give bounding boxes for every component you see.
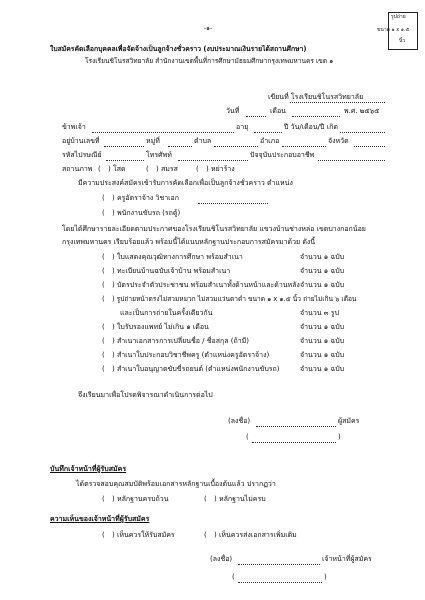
document-item: ) รูปถ่ายหน้าตรงไม่สวมหมวก ไม่สวมแว่นตาดำ ขนาด ๑ x ๑.๕ นิ้ว ถ่ายไม่เกิน ๖ เดือน — [112, 295, 357, 303]
document-qty: จำนวน ๑ ฉบับ — [300, 337, 345, 345]
amphoe-label: อำเภอ — [260, 137, 280, 145]
photo-box-line3: นิ้ว — [399, 38, 406, 44]
moo-field[interactable] — [168, 146, 192, 147]
age-field[interactable] — [254, 132, 282, 133]
form-title: ใบสมัครคัดเลือกบุคคลเพื่อจัดจ้างเป็นลูกจ้างชั่วคราว (งบประมาณเงินรายได้สถานศึกษา) — [50, 45, 307, 53]
postcode-field[interactable] — [106, 160, 144, 161]
paragraph-line2: กรุงเทพมหานคร เรียบร้อยแล้ว พร้อมนี้ได้แนบหลักฐานประกอบการสมัครมาด้วย ดังนี้ — [62, 238, 316, 246]
applicant-sign-prefix: (ลงชื่อ) — [228, 417, 251, 425]
closing-text: จึงเรียนมาเพื่อโปรดพิจารณาดำเนินการต่อไป — [78, 391, 213, 399]
birthdate-field[interactable] — [340, 132, 385, 133]
position-teacher-paren[interactable]: ( — [102, 194, 105, 202]
document-item: ) ใบแสดงคุณวุฒิทางการศึกษา พร้อมสำเนา — [112, 253, 243, 261]
address-label: อยู่บ้านเลขที่ — [62, 137, 100, 145]
applicant-sign-suffix: ผู้สมัคร — [338, 417, 360, 425]
occupation-field[interactable] — [318, 160, 385, 161]
document-qty: จำนวน ๑ ฉบับ — [300, 281, 345, 289]
occupation-label: ปัจจุบันประกอบอาชีพ — [250, 151, 315, 159]
document-qty: จำนวน ๑ ฉบับ — [300, 365, 345, 373]
date-day-label: วันที่ — [226, 107, 240, 115]
applicant-name-field[interactable] — [252, 442, 336, 443]
document-checkbox[interactable]: ( — [102, 295, 105, 303]
age-label: อายุ — [236, 123, 249, 131]
opt-more-paren[interactable]: ( — [204, 531, 207, 539]
applicant-paren-open: ( — [246, 433, 249, 441]
date-year-label: พ.ศ. ๒๕๖๕ — [344, 107, 380, 115]
document-checkbox[interactable]: ( — [102, 267, 105, 275]
paragraph-line1: โดยได้ศึกษารายละเอียดตามประกาศของโรงเรียนชิโนรสวิทยาลัย แขวงบ้านช่างหล่อ เขตบางกอกน้อย — [62, 225, 366, 233]
photo-box — [377, 12, 418, 50]
status-single-paren[interactable]: ( — [98, 165, 101, 173]
document-item: ) ใบรับรองแพทย์ ไม่เกิน ๑ เดือน — [112, 323, 209, 331]
status-married-option[interactable]: ) สมรส — [156, 165, 178, 173]
opt-complete-paren[interactable]: ( — [102, 495, 105, 503]
tambon-label: ตำบล — [194, 137, 212, 145]
document-item: ) บัตรประจำตัวประชาชน พร้อมสำเนาทั้งด้านหน้าและด้านหลัง — [112, 281, 300, 289]
position-teacher-option[interactable]: ) ครูอัตราจ้าง วิชาเอก — [112, 194, 179, 202]
document-item: ) ทะเบียนบ้านฉบับเจ้าบ้าน พร้อมสำเนา — [112, 267, 231, 275]
phone-field[interactable] — [178, 160, 248, 161]
date-month-label: เดือน — [270, 107, 286, 115]
written-at: เขียนที่ โรงเรียนชิโนรสวิทยาลัย — [268, 93, 364, 101]
officer-section-heading: บันทึกเจ้าหน้าที่ผู้รับสมัคร — [50, 465, 127, 473]
status-divorced-option[interactable]: ) หย่าร้าง — [206, 165, 235, 173]
name-label: ข้าพเจ้า — [62, 123, 86, 131]
document-checkbox[interactable]: ( — [102, 365, 105, 373]
province-label: จังหวัด — [328, 137, 349, 145]
document-checkbox[interactable]: ( — [102, 323, 105, 331]
officer-signature-field[interactable] — [238, 564, 320, 565]
officer-name-field[interactable] — [238, 582, 322, 583]
position-driver-option[interactable]: ) พนักงานขับรถ (รถตู้) — [112, 209, 181, 217]
document-qty: จำนวน ๑ ฉบับ — [300, 253, 345, 261]
officer-sign-suffix: เจ้าหน้าที่ผู้สมัคร — [322, 555, 372, 563]
document-checkbox[interactable]: ( — [102, 337, 105, 345]
postcode-label: รหัสไปรษณีย์ — [62, 151, 102, 159]
applicant-signature-field[interactable] — [256, 426, 336, 427]
document-qty: จำนวน ๓ รูป — [300, 309, 339, 317]
opt-more[interactable]: ) เห็นควรส่งเอกสารเพิ่มเติม — [214, 531, 297, 539]
page-number: -๑- — [204, 25, 213, 32]
document-item: ) สำเนาใบอนุญาตขับขี่รถยนต์ (ตำแหน่งพนักงานขับรถ) — [112, 365, 280, 373]
moo-label: หมู่ที่ — [146, 137, 160, 145]
name-field[interactable] — [92, 132, 234, 133]
officer-check-line: ได้ตรวจสอบคุณสมบัติพร้อมเอกสารหลักฐานเบื้องต้นแล้ว ปรากฏว่า — [76, 480, 276, 488]
house-no-field[interactable] — [104, 146, 144, 147]
opt-complete[interactable]: ) หลักฐานครบถ้วน — [112, 495, 169, 503]
document-item-continued: และเป็นการถ่ายในครั้งเดียวกัน — [120, 309, 213, 317]
document-qty: จำนวน ๑ ฉบับ — [300, 323, 345, 331]
opt-incomplete[interactable]: ) หลักฐานไม่ครบ — [214, 495, 266, 503]
opt-incomplete-paren[interactable]: ( — [204, 495, 207, 503]
teacher-subject-field[interactable] — [198, 203, 268, 204]
status-divorced-paren[interactable]: ( — [196, 165, 199, 173]
amphoe-field[interactable] — [282, 146, 326, 147]
photo-box-line2: ขนาด ๑ x ๑.๕ — [377, 27, 410, 33]
document-qty: จำนวน ๑ ฉบับ — [300, 267, 345, 275]
document-qty: จำนวน ๑ ฉบับ — [300, 351, 345, 359]
status-label: สถานภาพ — [62, 165, 93, 173]
officer-sign-prefix: (ลงชื่อ) — [210, 555, 233, 563]
document-item: ) สำเนาใบประกอบวิชาชีพครู (ตำแหน่งครูอัตราจ้าง) — [112, 351, 270, 359]
phone-label: โทรศัพท์ — [146, 151, 172, 159]
province-field[interactable] — [354, 146, 385, 147]
date-month-field[interactable] — [292, 116, 340, 117]
officer-paren-close: ) — [324, 573, 327, 581]
document-checkbox[interactable]: ( — [102, 281, 105, 289]
form-subtitle: โรงเรียนชิโนรสวิทยาลัย สำนักงานเขตพื้นที่การศึกษามัธยมศึกษากรุงเทพมหานคร เขต ๑ — [85, 57, 334, 65]
age-unit: ปี วัน/เดือน/ปี เกิด — [284, 123, 338, 131]
opt-accept-paren[interactable]: ( — [102, 531, 105, 539]
opt-accept[interactable]: ) เห็นควรให้รับสมัคร — [112, 531, 175, 539]
document-item: ) สำเนาเอกสารการเปลี่ยนชื่อ / ชื่อสกุล (ถ้ามี) — [112, 337, 249, 345]
date-day-field[interactable] — [246, 116, 266, 117]
opinion-section-heading: ความเห็นของเจ้าหน้าที่ผู้รับสมัคร — [50, 515, 150, 523]
document-checkbox[interactable]: ( — [102, 351, 105, 359]
document-checkbox[interactable]: ( — [102, 253, 105, 261]
tambon-field[interactable] — [214, 146, 258, 147]
officer-paren-open: ( — [232, 573, 235, 581]
position-driver-paren[interactable]: ( — [102, 209, 105, 217]
intent-text: มีความประสงค์สมัครเข้ารับการคัดเลือกเพื่อเป็นลูกจ้างชั่วคราว ตำแหน่ง — [78, 179, 293, 187]
applicant-paren-close: ) — [338, 433, 341, 441]
status-married-paren[interactable]: ( — [146, 165, 149, 173]
photo-box-line1: รูปถ่าย — [391, 14, 406, 20]
status-single-option[interactable]: ) โสด — [108, 165, 126, 173]
